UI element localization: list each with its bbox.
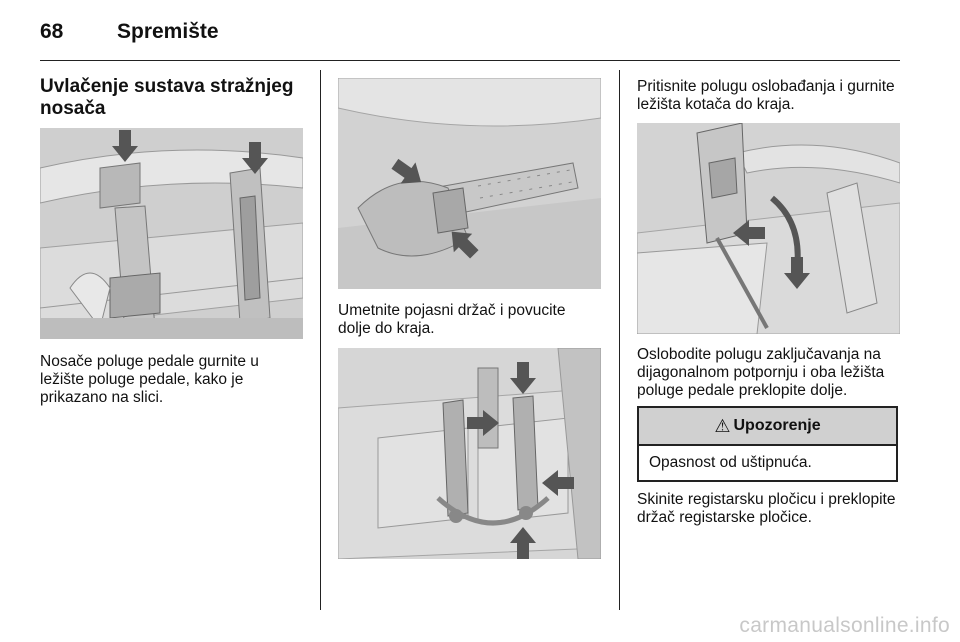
figure-belt-holder	[338, 78, 601, 289]
belt-holder-illustration	[338, 78, 601, 289]
instruction-release-lever: Pritisnite polugu oslobađanja i gurnite ležišta kotača do kraja.	[637, 78, 895, 113]
warning-header	[639, 408, 896, 446]
warning-box	[637, 406, 898, 482]
wheel-rails-illustration	[338, 348, 601, 559]
page-number: 68	[40, 20, 64, 43]
section-heading: Uvlačenje sustava stražnjeg nosača	[40, 76, 294, 119]
pedal-holders-illustration	[40, 128, 303, 339]
instruction-license-plate: Skinite registarsku pločicu i preklopite držač registarske pločice.	[637, 491, 896, 526]
column-divider-2	[619, 70, 620, 610]
section-title: Spremište	[117, 20, 219, 43]
warning-triangle-icon: ⚠	[714, 415, 731, 436]
caption-pedal-holders: Nosače poluge pedale gurnite u ležište poluge pedale, kako je prikazano na slici.	[40, 353, 259, 406]
figure-wheel-rails	[338, 348, 601, 559]
warning-title: Upozorenje	[733, 417, 821, 434]
watermark: carmanualsonline.info	[739, 614, 950, 637]
figure-lock-lever	[637, 123, 900, 334]
caption-belt-holder: Umetnite pojasni držač i povucite dolje do kraja.	[338, 302, 566, 337]
column-divider-1	[320, 70, 321, 610]
figure-pedal-holders	[40, 128, 303, 339]
lock-lever-illustration	[637, 123, 900, 334]
caption-lock-lever: Oslobodite polugu zaključavanja na dijagonalnom potpornju i oba ležišta poluge pedale preklopite dolje.	[637, 346, 885, 399]
warning-text: Opasnost od uštipnuća.	[649, 454, 812, 471]
header-divider	[40, 60, 900, 61]
